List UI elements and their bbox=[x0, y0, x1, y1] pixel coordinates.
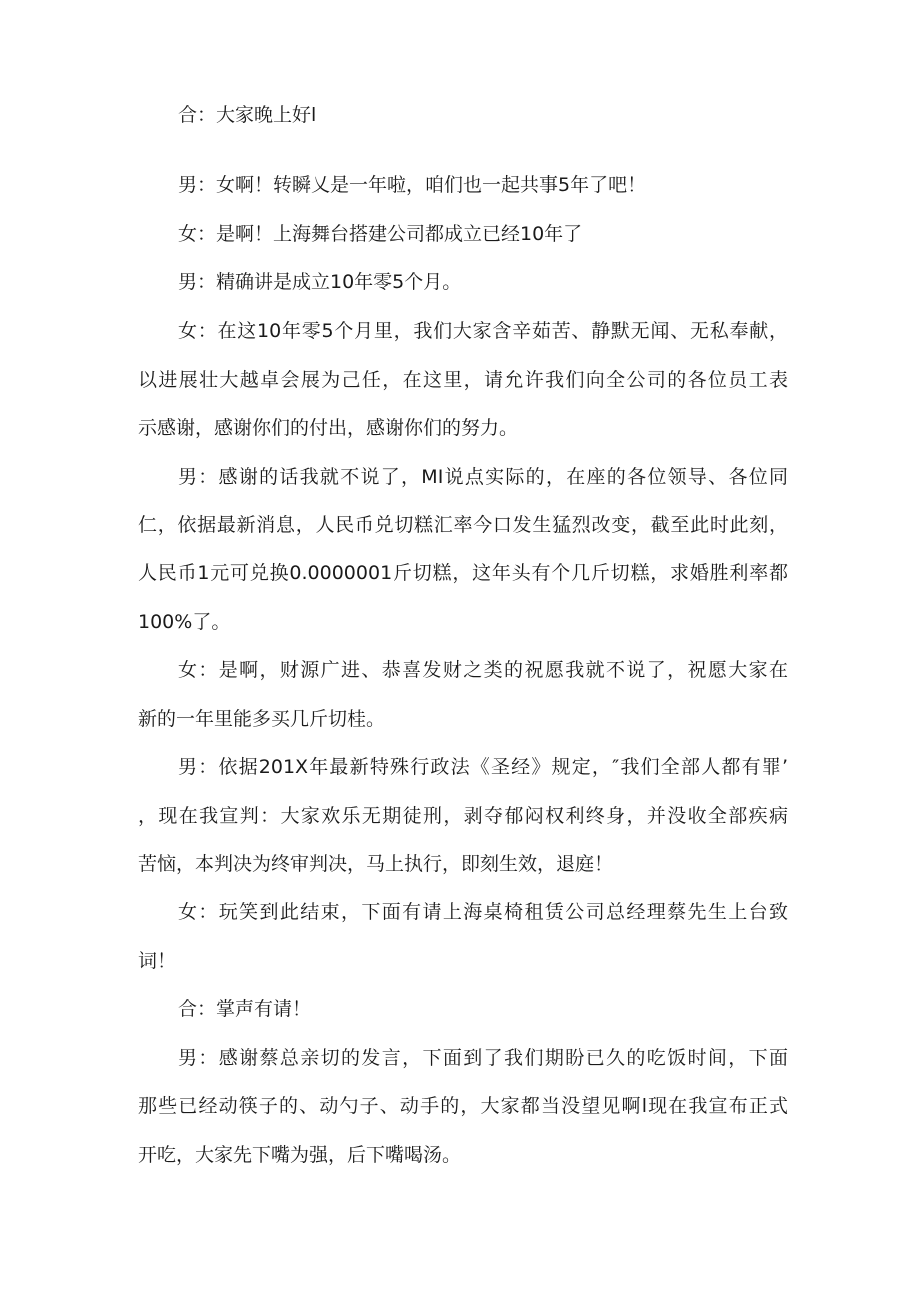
dialogue-line: 男：依据201X年最新特殊行政法《圣经》规定，″我们全部人都有罪’ bbox=[178, 756, 788, 778]
dialogue-line: 新的一年里能多买几斤切桂。 bbox=[138, 708, 386, 730]
dialogue-line: 合：掌声有请！ bbox=[178, 998, 312, 1020]
dialogue-line: 男：感谢的话我就不说了，MI说点实际的，在座的各位领导、各位同 bbox=[178, 466, 788, 488]
dialogue-line: 仁，依据最新消息，人民币兑切糕汇率今口发生猛烈改变，截至此时此刻， bbox=[138, 514, 788, 536]
dialogue-line: 100%了。 bbox=[138, 611, 231, 633]
dialogue-line: 以进展壮大越卓会展为己任，在这里，请允许我们向全公司的各位员工表 bbox=[138, 369, 788, 391]
dialogue-line: 女：是啊！上海舞台搭建公司都成立已经10年了 bbox=[178, 223, 583, 245]
dialogue-line: 女：玩笑到此结束，下面有请上海桌椅租赁公司总经理蔡先生上台致 bbox=[178, 901, 788, 923]
dialogue-line: 那些已经动筷子的、动勺子、动手的，大家都当没望见啊l现在我宣布正式 bbox=[138, 1095, 788, 1117]
dialogue-line: 男：感谢蔡总亲切的发言，下面到了我们期盼已久的吃饭时间，下面 bbox=[178, 1047, 788, 1069]
dialogue-line: 词！ bbox=[138, 950, 177, 972]
dialogue-line: 人民币1元可兑换0.0000001斤切糕，这年头有个几斤切糕，求婚胜利率都 bbox=[138, 562, 788, 584]
dialogue-line: 合：大家晚上好l bbox=[178, 104, 317, 126]
dialogue-line: 开吃，大家先下嘴为强，后下嘴喝汤。 bbox=[138, 1144, 462, 1166]
dialogue-line: 女：是啊，财源广进、恭喜发财之类的祝愿我就不说了，祝愿大家在 bbox=[178, 659, 788, 681]
dialogue-line: ，现在我宣判：大家欢乐无期徒刑，剥夺郁闷权利终身，并没收全部疾病 bbox=[138, 805, 788, 827]
dialogue-line: 女：在这10年零5个月里，我们大家含辛茹苦、静默无闻、无私奉献， bbox=[178, 320, 788, 342]
dialogue-line: 苦恼，本判决为终审判决，马上执行，即刻生效，退庭！ bbox=[138, 853, 614, 875]
dialogue-line: 示感谢，感谢你们的付出，感谢你们的努力。 bbox=[138, 417, 519, 439]
dialogue-line: 男：精确讲是成立10年零5个月。 bbox=[178, 271, 462, 293]
dialogue-line: 男：女啊！转瞬乂是一年啦，咱们也一起共事5年了吧！ bbox=[178, 174, 647, 196]
